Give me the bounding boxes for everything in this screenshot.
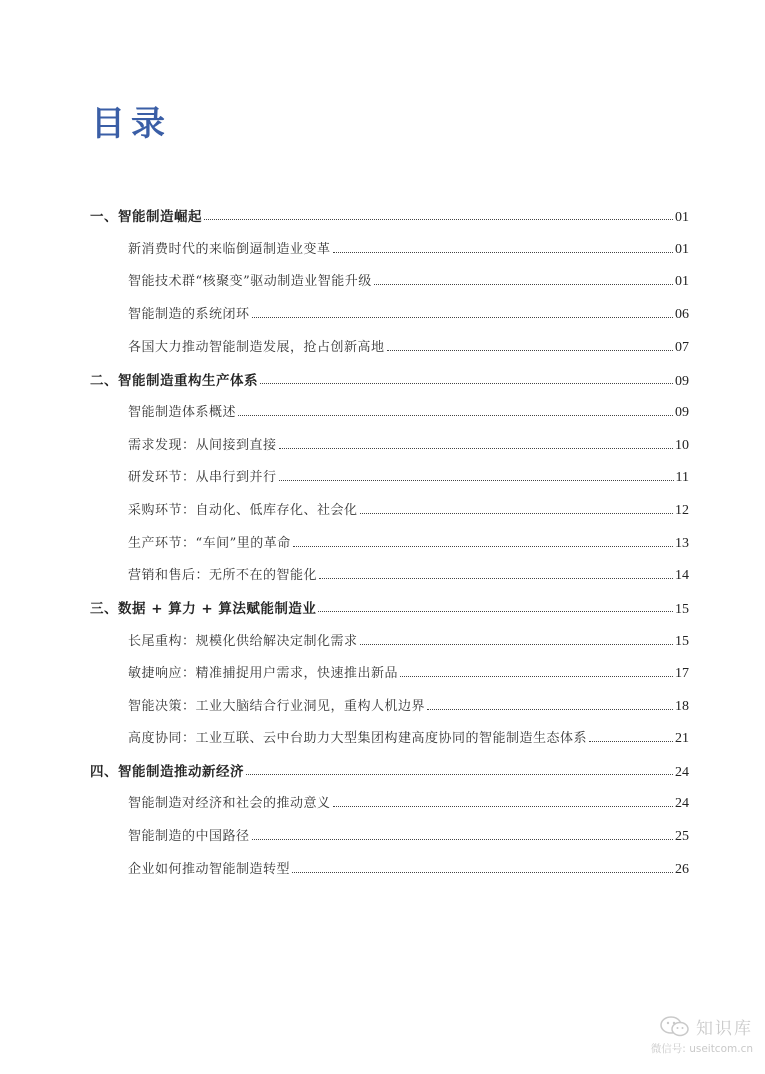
- toc-page: 13: [675, 536, 689, 551]
- toc-page: 01: [675, 242, 689, 257]
- leader-dots: [333, 806, 673, 807]
- wechat-icon: [660, 1016, 690, 1038]
- toc-label: 智能制造的系统闭环: [128, 307, 250, 322]
- toc-entry[interactable]: [128, 466, 689, 486]
- toc-label: 各国大力推动智能制造发展，抢占创新高地: [128, 340, 385, 355]
- leader-dots: [279, 448, 673, 449]
- leader-dots: [293, 546, 673, 547]
- toc-label: 研发环节：从串行到并行: [128, 470, 277, 485]
- leader-dots: [387, 350, 673, 351]
- toc-page: 24: [675, 796, 689, 811]
- toc-page: 18: [675, 699, 689, 714]
- toc-label: 新消费时代的来临倒逼制造业变革: [128, 242, 331, 257]
- toc-page: 24: [675, 765, 689, 780]
- leader-dots: [252, 839, 673, 840]
- toc-entry[interactable]: [128, 532, 689, 552]
- watermark: [651, 1014, 753, 1056]
- toc-label: 一、智能制造崛起: [90, 209, 202, 225]
- toc-label: 智能决策：工业大脑结合行业洞见，重构人机边界: [128, 699, 426, 714]
- toc-entry[interactable]: [128, 401, 689, 421]
- toc-label: 智能制造的中国路径: [128, 829, 250, 844]
- toc-entry[interactable]: [128, 336, 689, 356]
- leader-dots: [319, 578, 673, 579]
- leader-dots: [333, 252, 673, 253]
- toc-entry[interactable]: [90, 597, 689, 617]
- toc-entry[interactable]: [128, 434, 689, 454]
- leader-dots: [246, 774, 673, 775]
- toc-entry[interactable]: [128, 825, 689, 845]
- toc-entry[interactable]: [128, 564, 689, 584]
- toc-label: 四、智能制造推动新经济: [90, 764, 244, 780]
- toc-label: 采购环节：自动化、低库存化、社会化: [128, 503, 358, 518]
- leader-dots: [374, 284, 673, 285]
- leader-dots: [427, 709, 673, 710]
- toc-page: 21: [675, 731, 689, 746]
- toc-page: 12: [675, 503, 689, 518]
- leader-dots: [360, 513, 673, 514]
- leader-dots: [360, 644, 673, 645]
- toc-entry[interactable]: [128, 499, 689, 519]
- toc-label: 智能制造体系概述: [128, 405, 237, 420]
- toc-page: 15: [675, 634, 689, 649]
- watermark-account: 微信号: useitcom.cn: [650, 1043, 753, 1055]
- toc-entry[interactable]: [128, 858, 689, 878]
- leader-dots: [252, 317, 673, 318]
- toc-page: 01: [675, 274, 689, 289]
- toc-entry[interactable]: [128, 695, 689, 715]
- toc-label: 智能技术群“核聚变”驱动制造业智能升级: [128, 274, 372, 289]
- toc-label: 三、数据 + 算力 + 算法赋能制造业: [90, 601, 317, 617]
- toc-page: 15: [675, 602, 689, 617]
- toc-entry[interactable]: [90, 369, 689, 389]
- toc-entry[interactable]: [90, 205, 689, 225]
- toc-entry[interactable]: [128, 303, 689, 323]
- toc-label: 二、智能制造重构生产体系: [90, 373, 258, 389]
- toc-label: 企业如何推动智能制造转型: [128, 862, 291, 877]
- toc-page: 25: [675, 829, 689, 844]
- watermark-name: 知识库: [696, 1019, 753, 1039]
- toc-page: 17: [675, 666, 689, 681]
- leader-dots: [204, 219, 673, 220]
- toc-label: 高度协同：工业互联、云中台助力大型集团构建高度协同的智能制造生态体系: [128, 731, 588, 746]
- toc-entry[interactable]: [128, 792, 689, 812]
- leader-dots: [292, 872, 673, 873]
- toc-entry[interactable]: [128, 727, 689, 747]
- toc-label: 需求发现：从间接到直接: [128, 438, 277, 453]
- leader-dots: [260, 383, 673, 384]
- toc-page: 06: [675, 307, 689, 322]
- leader-dots: [279, 480, 674, 481]
- toc-page: 09: [675, 374, 689, 389]
- leader-dots: [318, 611, 673, 612]
- toc-page: 09: [675, 405, 689, 420]
- page-title: 目录: [91, 104, 171, 144]
- toc-label: 长尾重构：规模化供给解决定制化需求: [128, 634, 358, 649]
- leader-dots: [589, 741, 673, 742]
- toc-entry[interactable]: [128, 238, 689, 258]
- toc-label: 营销和售后：无所不在的智能化: [128, 568, 318, 583]
- toc-page: 01: [675, 210, 689, 225]
- toc-page: 10: [675, 438, 689, 453]
- toc-label: 智能制造对经济和社会的推动意义: [128, 796, 331, 811]
- toc-entry[interactable]: [128, 662, 689, 682]
- toc-entry[interactable]: [128, 270, 689, 290]
- toc-label: 生产环节：“车间”里的革命: [128, 536, 291, 551]
- toc-entry[interactable]: [128, 630, 689, 650]
- toc-entry[interactable]: [90, 760, 689, 780]
- toc-label: 敏捷响应：精准捕捉用户需求，快速推出新品: [128, 666, 399, 681]
- toc-page: 07: [675, 340, 689, 355]
- leader-dots: [238, 415, 673, 416]
- toc-page: 26: [675, 862, 689, 877]
- toc-page: 11: [675, 470, 689, 485]
- leader-dots: [400, 676, 673, 677]
- toc-page: 14: [675, 568, 689, 583]
